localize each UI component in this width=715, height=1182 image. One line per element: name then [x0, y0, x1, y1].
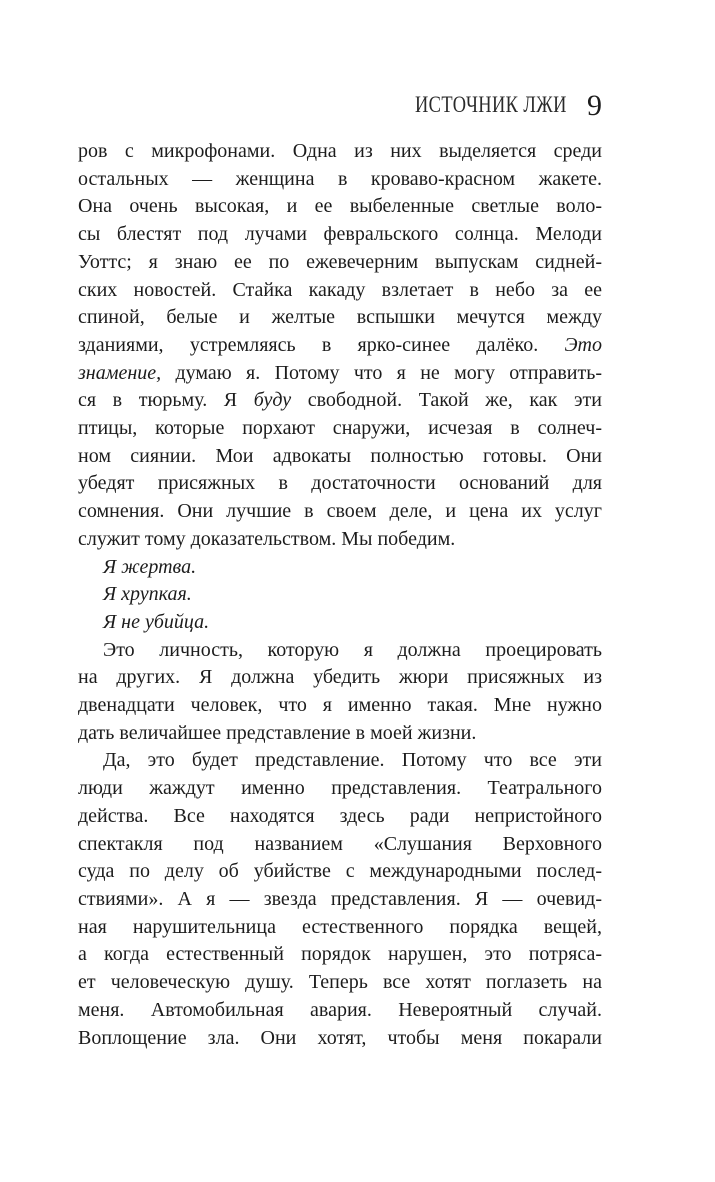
text-segment: люди жаждут именно представления. Театрального: [78, 777, 602, 800]
text-line: [78, 775, 602, 803]
text-segment: ет человеческую душу. Теперь все хотят поглазеть на: [78, 971, 602, 994]
text-line: [78, 941, 602, 969]
text-line: [78, 249, 602, 277]
text-line: [78, 858, 602, 886]
text-segment: ся в тюрьму. Я: [78, 389, 254, 412]
italic-text-segment: Я не убийца.: [103, 610, 210, 633]
text-segment: Это личность, которую я должна проецировать: [103, 638, 602, 661]
page-number: 9: [587, 89, 602, 122]
text-segment: ствиями». А я — звезда представления. Я — очевид-: [78, 887, 602, 910]
paragraph: [78, 609, 602, 637]
text-line: [78, 720, 602, 748]
text-segment: спиной, белые и желтые вспышки мечутся между: [78, 306, 602, 329]
italic-text-segment: Я хрупкая.: [103, 583, 192, 606]
text-segment: зданиями, устремляясь в ярко-синее далёко.: [78, 333, 565, 356]
text-segment: служит тому доказательством. Мы победим.: [78, 527, 456, 550]
text-line: [78, 747, 602, 775]
text-line: [78, 166, 602, 194]
text-segment: ров с микрофонами. Одна из них выделяется среди: [78, 140, 602, 162]
text-line: [78, 969, 602, 997]
text-segment: дать величайшее представление в моей жизни.: [78, 721, 477, 744]
text-line: [78, 831, 602, 859]
text-line: [78, 554, 602, 582]
text-line: [78, 637, 602, 665]
text-line: [78, 526, 602, 554]
text-segment: свободной. Такой же, как эти: [291, 389, 602, 412]
text-segment: сомнения. Они лучшие в своем деле, и цена их услуг: [78, 500, 602, 523]
text-segment: двенадцати человек, что я именно такая. Мне нужно: [78, 694, 602, 717]
running-header: [78, 88, 602, 122]
paragraph: [78, 637, 602, 748]
italic-text-segment: Я жертва.: [103, 555, 197, 578]
text-line: [78, 443, 602, 471]
text-line: [78, 277, 602, 305]
text-line: [78, 387, 602, 415]
text-segment: птицы, которые порхают снаружи, исчезая в солнеч-: [78, 417, 602, 440]
text-segment: суда по делу об убийстве с международными послед-: [78, 860, 602, 883]
text-line: [78, 415, 602, 443]
text-line: [78, 609, 602, 637]
text-line: [78, 997, 602, 1025]
text-segment: на других. Я должна убедить жюри присяжных из: [78, 666, 602, 689]
text-segment: спектакля под названием «Слушания Верховного: [78, 832, 602, 855]
text-segment: Воплощение зла. Они хотят, чтобы меня покарали: [78, 1026, 602, 1049]
text-segment: ном сиянии. Мои адвокаты полностью готовы. Они: [78, 444, 602, 467]
text-segment: Уоттс; я знаю ее по ежевечерним выпускам сидней-: [78, 250, 602, 273]
text-line: [78, 470, 602, 498]
paragraph: [78, 747, 602, 1052]
text-segment: остальных — женщина в кроваво-красном жакете.: [78, 167, 602, 190]
text-line: [78, 1025, 602, 1053]
italic-text-segment: Это: [564, 333, 602, 356]
text-segment: думаю я. Потому что я не могу отправить-: [161, 361, 602, 384]
paragraph: [78, 581, 602, 609]
text-segment: сы блестят под лучами февральского солнца. Мелоди: [78, 223, 602, 246]
text-segment: а когда естественный порядок нарушен, это потряса-: [78, 943, 602, 966]
text-line: [78, 304, 602, 332]
text-segment: действа. Все находятся здесь ради непристойного: [78, 804, 602, 827]
text-line: [78, 193, 602, 221]
text-segment: ная нарушительница естественного порядка вещей,: [78, 915, 602, 938]
text-line: [78, 664, 602, 692]
italic-text-segment: буду: [253, 389, 292, 412]
text-line: [78, 498, 602, 526]
paragraph: [78, 554, 602, 582]
italic-text-segment: знамение,: [78, 361, 162, 384]
body-text: [78, 138, 602, 1052]
text-line: [78, 221, 602, 249]
text-line: [78, 360, 602, 388]
text-line: [78, 886, 602, 914]
text-segment: Она очень высокая, и ее выбеленные светлые воло-: [78, 195, 602, 218]
text-segment: меня. Автомобильная авария. Невероятный случай.: [78, 998, 602, 1021]
running-title: ИСТОЧНИК ЛЖИ: [415, 92, 567, 117]
text-line: [78, 581, 602, 609]
text-segment: Да, это будет представление. Потому что все эти: [103, 749, 602, 772]
text-line: [78, 138, 602, 166]
text-segment: убедят присяжных в достаточности оснований для: [78, 472, 602, 495]
text-line: [78, 332, 602, 360]
text-line: [78, 692, 602, 720]
text-line: [78, 914, 602, 942]
text-segment: ских новостей. Стайка какаду взлетает в небо за ее: [78, 278, 602, 301]
text-line: [78, 803, 602, 831]
paragraph: [78, 138, 602, 554]
